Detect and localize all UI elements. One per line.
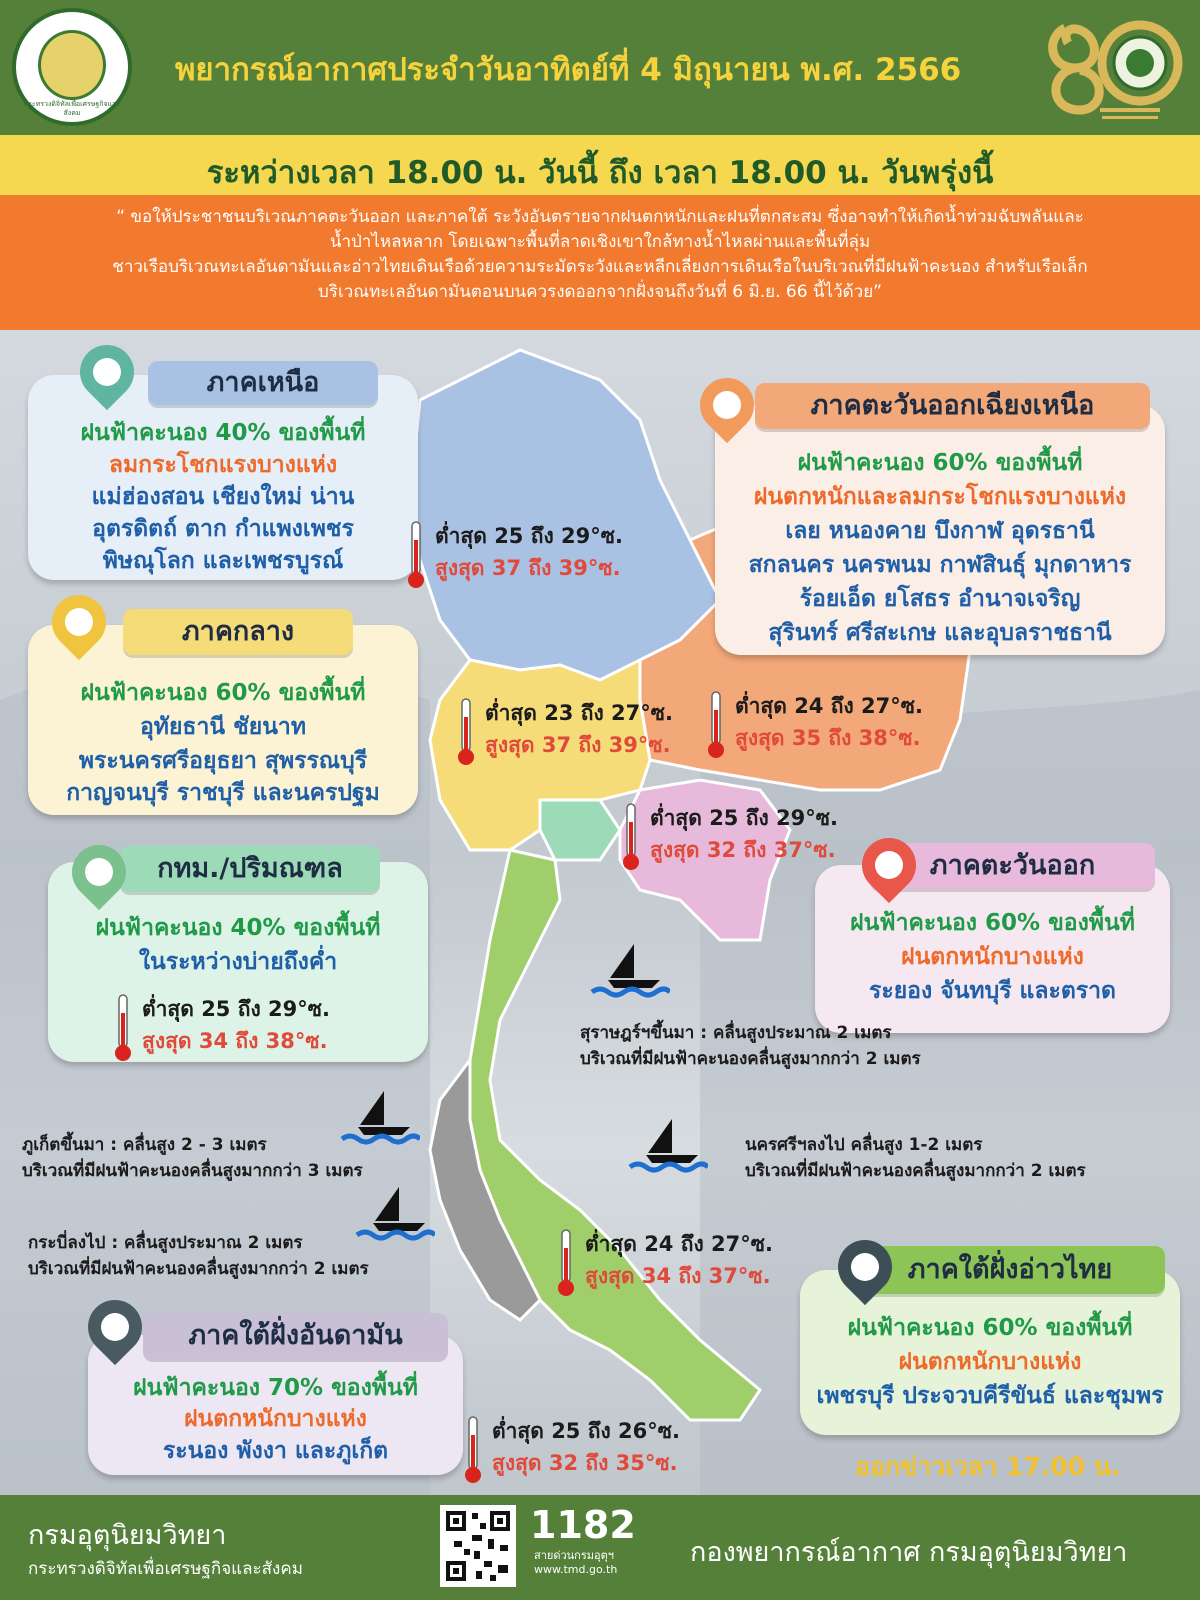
- ministry-name: กระทรวงดิจิทัลเพื่อเศรษฐกิจและสังคม: [28, 1559, 303, 1579]
- wave-line: บริเวณที่มีฝนฟ้าคะนองคลื่นสูงมากกว่า 2 เมตร: [745, 1161, 1086, 1181]
- temp-low: ต่ำสุด 25 ถึง 29°ซ.: [435, 524, 623, 548]
- warning-line: ชาวเรือบริเวณทะเลอันดามันและอ่าวไทยเดินเรือด้วยความระมัดระวังและหลีกเลี่ยงการเดินเรือในบริเวณที่มีฝนฟ้าคะนอง สำหรับเรือเล็ก: [112, 257, 1088, 277]
- division-name: กองพยากรณ์อากาศ กรมอุตุนิยมวิทยา: [690, 1537, 1128, 1568]
- temp-low: ต่ำสุด 24 ถึง 27°ซ.: [735, 694, 923, 718]
- province-line: กาญจนบุรี ราชบุรี และนครปฐม: [66, 780, 380, 806]
- region-north: [410, 350, 720, 680]
- region-title-south-andaman: ภาคใต้ฝั่งอันดามัน: [143, 1313, 448, 1359]
- hotline-label: สายด่วนกรมอุตุฯ: [534, 1549, 614, 1562]
- rain-chance: ฝนฟ้าคะนอง 60% ของพื้นที่: [797, 450, 1083, 476]
- logo-ring-text: กระทรวงดิจิทัลเพื่อเศรษฐกิจและสังคม: [23, 100, 121, 117]
- header-bar: [0, 0, 1200, 135]
- temp-low: ต่ำสุด 24 ถึง 27°ซ.: [585, 1232, 773, 1256]
- thermometer-icon: [555, 1228, 577, 1298]
- page-title: พยากรณ์อากาศประจำวันอาทิตย์ที่ 4 มิถุนายน พ.ศ. 2566: [175, 52, 962, 88]
- province-line: พระนครศรีอยุธยา สุพรรณบุรี: [78, 748, 368, 774]
- province-line: เพชรบุรี ประจวบคีรีขันธ์ และชุมพร: [816, 1383, 1164, 1409]
- province-line: สุรินทร์ ศรีสะเกษ และอุบลราชธานี: [768, 620, 1112, 646]
- wave-line: สุราษฎร์ฯขึ้นมา : คลื่นสูงประมาณ 2 เมตร: [580, 1023, 892, 1043]
- wave-line: นครศรีฯลงไป คลื่นสูง 1-2 เมตร: [745, 1135, 983, 1155]
- wave-report-nakhon: [745, 1132, 1086, 1184]
- temp-high: สูงสุด 37 ถึง 39°ซ.: [435, 556, 621, 580]
- province-line: แม่ฮ่องสอน เชียงใหม่ น่าน: [91, 484, 355, 510]
- region-card-northeast: [715, 390, 1165, 655]
- rain-chance: ฝนฟ้าคะนอง 40% ของพื้นที่: [80, 420, 366, 446]
- temp-high: สูงสุด 37 ถึง 39°ซ.: [485, 733, 671, 757]
- temp-high: สูงสุด 32 ถึง 37°ซ.: [650, 838, 836, 862]
- website-link[interactable]: www.tmd.go.th: [534, 1563, 618, 1576]
- rain-chance: ฝนฟ้าคะนอง 70% ของพื้นที่: [133, 1375, 418, 1401]
- region-title-south-gulf: ภาคใต้ฝั่งอ่าวไทย: [855, 1246, 1165, 1294]
- temp-high: สูงสุด 32 ถึง 35°ซ.: [492, 1451, 678, 1475]
- temp-low: ต่ำสุด 25 ถึง 26°ซ.: [492, 1419, 680, 1443]
- garuda-emblem-icon: [38, 30, 106, 100]
- wave-report-krabi: [28, 1230, 369, 1282]
- thermometer-icon: [462, 1415, 484, 1485]
- forecast-period-bar: [0, 135, 1200, 195]
- region-title-bangkok: กทม./ปริมณฑล: [120, 846, 380, 892]
- region-bangkok: [540, 800, 620, 860]
- thermometer-icon: [405, 520, 427, 590]
- temp-high: สูงสุด 34 ถึง 37°ซ.: [585, 1264, 771, 1288]
- wave-report-surat: [580, 1020, 921, 1072]
- sailboat-icon: [590, 940, 670, 1000]
- province-line: ระนอง พังงา และภูเก็ต: [162, 1438, 389, 1464]
- temp-low: ต่ำสุด 23 ถึง 27°ซ.: [485, 701, 673, 725]
- weather-note: ฝนตกหนักและลมกระโชกแรงบางแห่ง: [753, 484, 1127, 510]
- thermometer-icon: [455, 697, 477, 767]
- temp-high: สูงสุด 35 ถึง 38°ซ.: [735, 726, 921, 750]
- province-line: ระยอง จันทบุรี และตราด: [869, 978, 1116, 1004]
- rain-chance: ฝนฟ้าคะนอง 60% ของพื้นที่: [847, 1315, 1133, 1341]
- wave-line: บริเวณที่มีฝนฟ้าคะนองคลื่นสูงมากกว่า 2 เมตร: [28, 1259, 369, 1279]
- province-line: สกลนคร นครพนม กาฬสินธุ์ มุกดาหาร: [748, 552, 1132, 578]
- province-line: พิษณุโลก และเพชรบูรณ์: [102, 548, 344, 574]
- weather-note: ลมกระโชกแรงบางแห่ง: [108, 452, 338, 478]
- temp-high: สูงสุด 34 ถึง 38°ซ.: [142, 1029, 328, 1053]
- warning-line: บริเวณทะเลอันดามันตอนบนควรงดออกจากฝั่งจนถึงวันที่ 6 มิ.ย. 66 นี้ไว้ด้วย”: [318, 282, 882, 302]
- wave-line: กระบี่ลงไป : คลื่นสูงประมาณ 2 เมตร: [28, 1233, 303, 1253]
- rain-chance: ฝนฟ้าคะนอง 40% ของพื้นที่: [95, 915, 381, 941]
- weather-note: ในระหว่างบ่ายถึงค่ำ: [138, 949, 338, 975]
- province-line: เลย หนองคาย บึงกาฬ อุดรธานี: [785, 518, 1095, 544]
- warning-banner: [0, 195, 1200, 330]
- province-line: อุทัยธานี ชัยนาท: [139, 714, 307, 740]
- wave-line: บริเวณที่มีฝนฟ้าคะนองคลื่นสูงมากกว่า 2 เมตร: [580, 1049, 921, 1069]
- anniversary-80-logo: [1040, 8, 1190, 130]
- region-card-east: [815, 850, 1170, 1033]
- region-card-north: [28, 367, 418, 580]
- issue-time: ออกข่าวเวลา 17.00 น.: [855, 1452, 1121, 1481]
- department-name: กรมอุตุนิยมวิทยา: [28, 1520, 227, 1551]
- wave-line: ภูเก็ตขึ้นมา : คลื่นสูง 2 - 3 เมตร: [22, 1135, 267, 1155]
- rain-chance: ฝนฟ้าคะนอง 60% ของพื้นที่: [850, 910, 1135, 936]
- region-title-north: ภาคเหนือ: [148, 361, 378, 405]
- forecast-period: ระหว่างเวลา 18.00 น. วันนี้ ถึง เวลา 18.00 น. วันพรุ่งนี้: [206, 155, 994, 191]
- warning-line: น้ำป่าไหลหลาก โดยเฉพาะพื้นที่ลาดเชิงเขาใกล้ทางน้ำไหลผ่านและพื้นที่ลุ่ม: [329, 232, 871, 252]
- region-title-central: ภาคกลาง: [123, 609, 353, 655]
- province-line: ร้อยเอ็ด ยโสธร อำนาจเจริญ: [799, 586, 1081, 612]
- temp-low: ต่ำสุด 25 ถึง 29°ซ.: [650, 806, 838, 830]
- qr-code-icon[interactable]: [440, 1505, 516, 1587]
- hotline-caption: [534, 1549, 617, 1577]
- rain-chance: ฝนฟ้าคะนอง 60% ของพื้นที่: [80, 680, 366, 706]
- hotline-number[interactable]: 1182: [530, 1503, 636, 1547]
- region-title-east: ภาคตะวันออก: [870, 843, 1155, 889]
- weather-note: ฝนตกหนักบางแห่ง: [901, 944, 1084, 970]
- wave-report-phuket: [22, 1132, 363, 1184]
- thermometer-icon: [620, 802, 642, 872]
- weather-note: ฝนตกหนักบางแห่ง: [184, 1406, 367, 1432]
- region-card-central: [28, 616, 418, 815]
- region-card-south-andaman: [88, 1320, 463, 1475]
- wave-line: บริเวณที่มีฝนฟ้าคะนองคลื่นสูงมากกว่า 3 เมตร: [22, 1161, 363, 1181]
- thermometer-icon: [705, 690, 727, 760]
- footer-bar: [0, 1495, 1200, 1600]
- temp-low: ต่ำสุด 25 ถึง 29°ซ.: [142, 997, 330, 1021]
- warning-line: “ ขอให้ประชาชนบริเวณภาคตะวันออก และภาคใต้ ระวังอันตรายจากฝนตกหนักและฝนที่ตกสะสม ซึ่งอาจทำให้เกิดน้ำท่วมฉับพลันและ: [116, 207, 1084, 227]
- region-title-northeast: ภาคตะวันออกเฉียงเหนือ: [755, 383, 1150, 429]
- ministry-logo: [12, 8, 132, 126]
- weather-note: ฝนตกหนักบางแห่ง: [898, 1349, 1082, 1375]
- thermometer-icon: [112, 993, 134, 1063]
- province-line: อุตรดิตถ์ ตาก กำแพงเพชร: [92, 516, 354, 542]
- sailboat-icon: [628, 1115, 708, 1175]
